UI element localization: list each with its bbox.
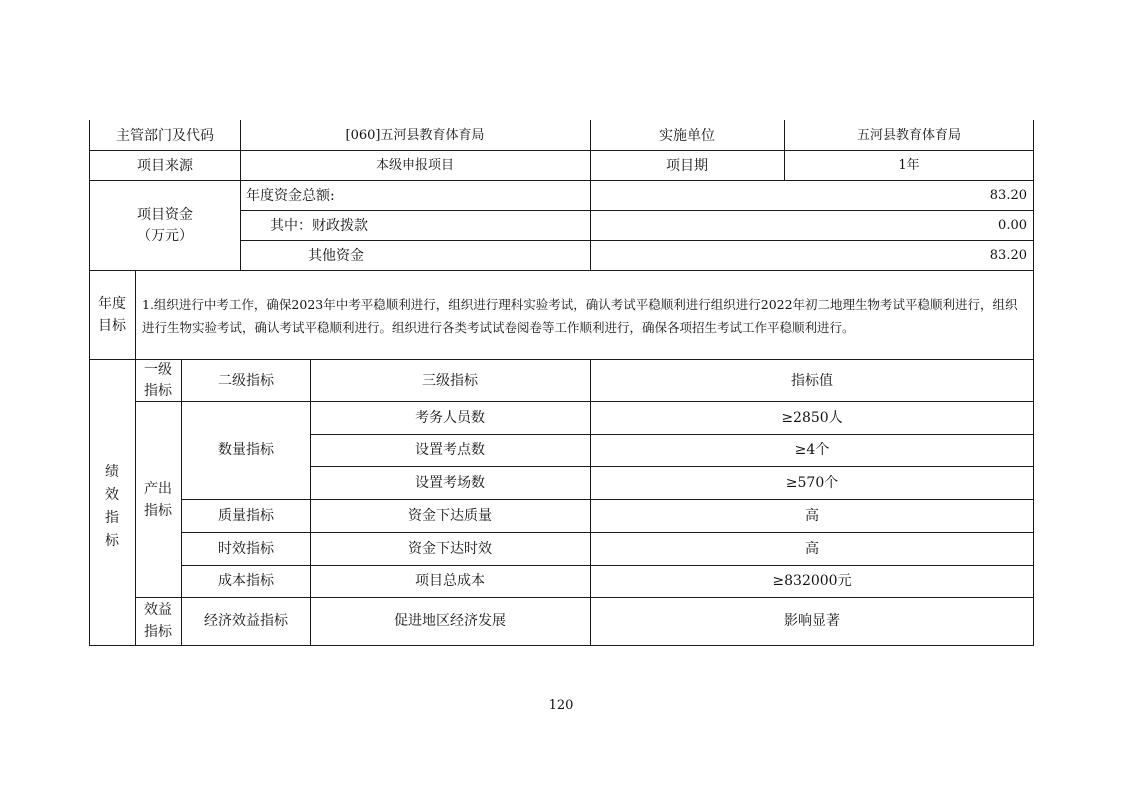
indicator-fund-quality: 资金下达质量 bbox=[408, 508, 492, 524]
col-line bbox=[181, 359, 182, 646]
dept-value: [060]五河县教育体育局 bbox=[345, 128, 485, 143]
value-total-cost: ≥832000元 bbox=[772, 573, 852, 589]
impl-value: 五河县教育体育局 bbox=[856, 128, 962, 143]
value-header: 指标值 bbox=[791, 373, 833, 389]
row-line bbox=[89, 270, 1034, 271]
output-label-2: 指标 bbox=[144, 503, 172, 519]
value-fund-quality: 高 bbox=[805, 508, 819, 524]
goal-label: 年度 bbox=[98, 296, 126, 312]
indicator-exam-rooms: 设置考场数 bbox=[415, 475, 485, 491]
level2-cost: 成本指标 bbox=[218, 573, 274, 589]
col-line bbox=[784, 120, 785, 180]
row-line bbox=[240, 210, 1034, 211]
value-fund-timeliness: 高 bbox=[805, 541, 819, 557]
funds-unit: （万元） bbox=[137, 228, 193, 244]
col-line bbox=[1033, 120, 1034, 646]
indicator-economic-dev: 促进地区经济发展 bbox=[394, 613, 506, 629]
row-line bbox=[89, 180, 1034, 181]
row-line bbox=[181, 499, 1034, 500]
value-economic-dev: 影响显著 bbox=[784, 613, 840, 629]
period-value: 1年 bbox=[898, 158, 920, 173]
indicator-exam-sites: 设置考点数 bbox=[415, 442, 485, 458]
level2-quality: 质量指标 bbox=[218, 508, 274, 524]
row-line bbox=[181, 532, 1034, 533]
indicator-staff-count: 考务人员数 bbox=[415, 410, 485, 426]
col-line bbox=[240, 120, 241, 270]
source-value: 本级申报项目 bbox=[375, 158, 455, 173]
row-line bbox=[89, 359, 1034, 360]
perf-section-char: 效 bbox=[105, 487, 119, 503]
funds-fiscal-label: 其中：财政拨款 bbox=[270, 218, 368, 234]
row-line bbox=[240, 240, 1034, 241]
goal-text: 1.组织进行中考工作，确保2023年中考平稳顺利进行，组织进行理科实验考试，确认考试平稳顺利进行组织进行2022年初二地理生物考试平稳顺利进行，组织进行生物实验考试，确认考试平稳顺利进行。组织进行各类考试试卷阅卷等工作顺利进行，确保各项招生考试工作平稳顺利进行。 bbox=[142, 297, 1018, 335]
dept-label: 主管部门及代码 bbox=[116, 128, 214, 144]
level2-timeliness: 时效指标 bbox=[218, 541, 274, 557]
period-label: 项目期 bbox=[666, 158, 708, 174]
col-line bbox=[135, 270, 136, 646]
page-number: 120 bbox=[548, 698, 574, 713]
row-line bbox=[310, 434, 1034, 435]
row-line bbox=[89, 150, 1034, 151]
benefit-label-2: 指标 bbox=[144, 624, 172, 640]
col-line bbox=[590, 359, 591, 646]
col-line bbox=[590, 120, 591, 270]
row-line bbox=[89, 645, 1034, 646]
perf-section-char: 标 bbox=[105, 533, 119, 549]
funds-total-label: 年度资金总额: bbox=[246, 188, 335, 204]
level2-header: 二级指标 bbox=[218, 373, 274, 389]
level1-header-2: 指标 bbox=[144, 383, 172, 399]
level3-header: 三级指标 bbox=[422, 373, 478, 389]
indicator-fund-timeliness: 资金下达时效 bbox=[408, 541, 492, 557]
funds-fiscal-value: 0.00 bbox=[998, 218, 1027, 233]
indicator-total-cost: 项目总成本 bbox=[415, 573, 485, 589]
col-line bbox=[89, 120, 90, 646]
output-label: 产出 bbox=[144, 481, 172, 497]
funds-label: 项目资金 bbox=[137, 207, 193, 223]
impl-label: 实施单位 bbox=[659, 128, 715, 144]
goal-label-2: 目标 bbox=[98, 318, 126, 334]
row-line bbox=[135, 401, 1034, 402]
perf-section-char: 指 bbox=[105, 510, 119, 526]
value-exam-sites: ≥4个 bbox=[794, 442, 830, 458]
row-line bbox=[181, 565, 1034, 566]
level1-header: 一级 bbox=[144, 362, 172, 378]
funds-total-value: 83.20 bbox=[989, 188, 1027, 203]
col-line bbox=[310, 359, 311, 646]
funds-other-label: 其他资金 bbox=[308, 248, 364, 264]
row-line bbox=[310, 466, 1034, 467]
level2-quantity: 数量指标 bbox=[218, 442, 274, 458]
funds-other-value: 83.20 bbox=[989, 248, 1027, 263]
benefit-label: 效益 bbox=[144, 602, 172, 618]
source-label: 项目来源 bbox=[137, 158, 193, 174]
value-exam-rooms: ≥570个 bbox=[785, 475, 839, 491]
level2-economic: 经济效益指标 bbox=[204, 613, 288, 629]
perf-section-char: 绩 bbox=[105, 464, 119, 480]
value-staff-count: ≥2850人 bbox=[781, 410, 843, 426]
row-line bbox=[135, 597, 1034, 598]
